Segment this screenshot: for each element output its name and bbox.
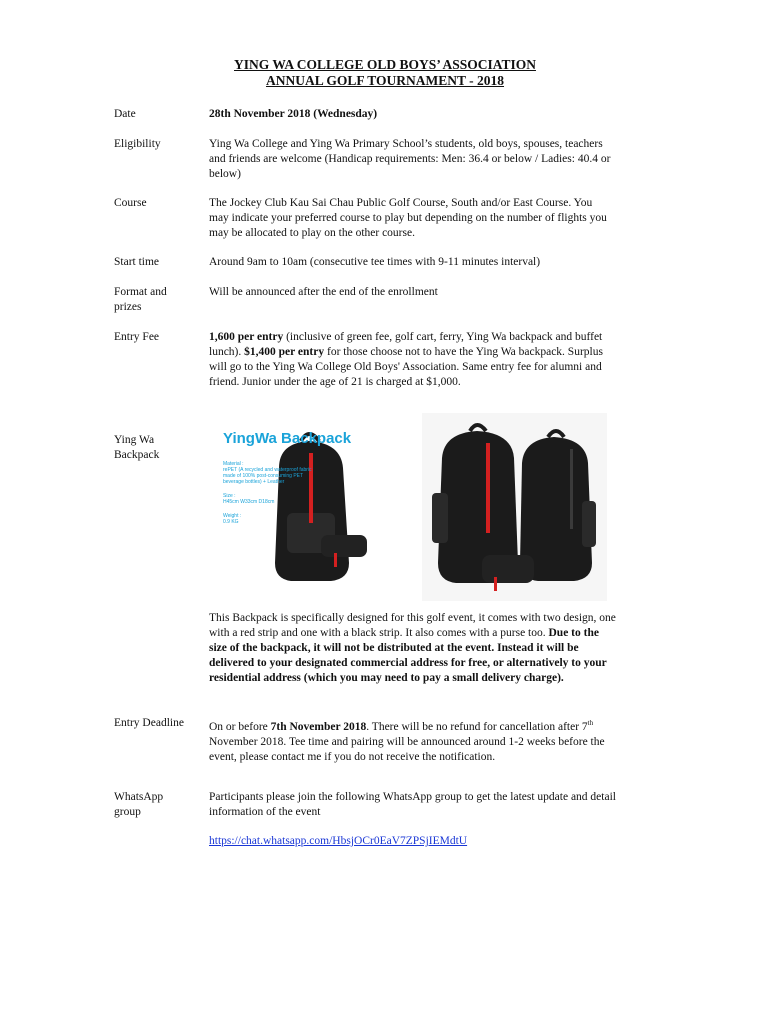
- eligibility-value: [209, 137, 657, 182]
- deadline-line-1: [209, 716, 657, 735]
- date-value: [209, 107, 657, 122]
- backpack-description: [209, 611, 657, 686]
- entry-fee-line-4: friend. Junior under the age of 21 is charged at $1,000.: [209, 376, 461, 388]
- entry-fee-line-2: [209, 345, 657, 360]
- course-value: [209, 196, 657, 241]
- whatsapp-group-link[interactable]: https://chat.whatsapp.com/HbsjOCr0EaV7ZPSjIEMdtU: [209, 835, 468, 847]
- promo-spec-7: H45cm W33cm D18cm: [223, 499, 275, 505]
- deadline-line-1-rest: . There will be no refund for cancellation after 7: [366, 720, 588, 733]
- backpack-label-line-2: Backpack: [114, 449, 160, 461]
- backpack-photo: [422, 413, 607, 601]
- promo-spec-10: 0.9 KG: [223, 519, 239, 525]
- backpack-desc-line-2-bold: Due to the: [548, 627, 599, 639]
- entry-fee-label: Entry Fee: [114, 331, 160, 343]
- backpack-desc-line-4: [209, 656, 657, 671]
- entry-fee-line-3: will go to the Ying Wa College Old Boys' Association. Same entry fee for alumni and: [209, 361, 602, 373]
- promo-image-title: YingWa Backpack: [223, 430, 352, 447]
- backpack-promo-illustration: [209, 413, 399, 601]
- entry-fee-value: [209, 330, 657, 390]
- promo-spec-4: beverage bottles) + Leather: [223, 479, 285, 485]
- whatsapp-line-1: Participants please join the following WhatsApp group to get the latest update and detail: [209, 791, 616, 803]
- backpack-photo-illustration: [422, 413, 607, 601]
- format-label-line-1: Format and: [114, 286, 167, 298]
- whatsapp-value: [209, 790, 657, 820]
- whatsapp-label: [114, 790, 204, 820]
- eligibility-line-2: and friends are welcome (Handicap requirements: Men: 36.4 or below / Ladies: 40.4 or: [209, 153, 611, 165]
- deadline-line-2: November 2018. Tee time and pairing will be announced around 1-2 weeks before the: [209, 735, 605, 748]
- course-line-2: may indicate your preferred course to play but depending on the number of flights you: [209, 212, 607, 224]
- entry-fee-line-2-a: lunch).: [209, 346, 245, 358]
- promo-spec-1: Material :: [223, 461, 244, 467]
- format-value: Will be announced after the end of the enrollment: [209, 286, 438, 298]
- entry-fee-reduced-amount: $1,400 per entry: [244, 346, 325, 358]
- entry-fee-line-1-rest: (inclusive of green fee, golf cart, ferry, Ying Wa backpack and buffet: [283, 331, 603, 343]
- backpack-desc-line-2: [209, 626, 657, 641]
- deadline-sup: th: [587, 719, 594, 727]
- eligibility-label: Eligibility: [114, 138, 161, 150]
- backpack-desc-line-5: [209, 671, 657, 686]
- backpack-desc-line-1: This Backpack is specifically designed for this golf event, it comes with two design, one: [209, 612, 616, 624]
- backpack-desc-bold-3: residential address (which you may need to pay a small delivery charge).: [209, 672, 564, 684]
- date-value-text: 28th November 2018 (Wednesday): [209, 108, 378, 120]
- whatsapp-line-2: information of the event: [209, 806, 321, 818]
- deadline-line-3: event, please contact me if you do not receive the notification.: [209, 750, 496, 763]
- promo-spec-6: Size :: [223, 493, 236, 499]
- start-time-value: Around 9am to 10am (consecutive tee times with 9-11 minutes interval): [209, 256, 541, 268]
- course-line-1: The Jockey Club Kau Sai Chau Public Golf Course, South and/or East Course. You: [209, 197, 593, 209]
- deadline-date: 7th November 2018: [270, 720, 367, 733]
- deadline-line-1-a: On or before: [209, 720, 271, 733]
- backpack-label: [114, 433, 204, 463]
- backpack-promo-image: [209, 413, 399, 601]
- deadline-value: [209, 716, 657, 765]
- promo-spec-2: rePET (A recycled and waterproof fabric: [223, 467, 312, 473]
- entry-fee-amount: 1,600 per entry: [209, 331, 284, 343]
- backpack-desc-bold-2: delivered to your designated commercial address for free, or alternatively to your: [209, 657, 607, 669]
- backpack-desc-line-3: [209, 641, 657, 656]
- whatsapp-label-line-2: group: [114, 806, 141, 818]
- eligibility-line-3: below): [209, 168, 241, 180]
- whatsapp-link-row: [209, 834, 657, 849]
- entry-fee-line-2-rest: for those choose not to have the Ying Wa backpack. Surplus: [324, 346, 603, 358]
- backpack-desc-line-2-a: with a red strip and one with a black strip. It also comes with a purse too.: [209, 627, 549, 639]
- deadline-label: Entry Deadline: [114, 717, 184, 729]
- backpack-label-line-1: Ying Wa: [114, 434, 155, 446]
- whatsapp-label-line-1: WhatsApp: [114, 791, 164, 803]
- title-line-1: YING WA COLLEGE OLD BOYS’ ASSOCIATION: [234, 57, 536, 72]
- course-line-3: may be allocated to play on the other course.: [209, 227, 415, 239]
- title-line-2: ANNUAL GOLF TOURNAMENT - 2018: [265, 73, 505, 88]
- entry-fee-line-1: [209, 330, 657, 345]
- format-label-line-2: prizes: [114, 301, 142, 313]
- date-label: Date: [114, 108, 136, 120]
- format-label: [114, 285, 204, 315]
- backpack-desc-bold-1: size of the backpack, it will not be distributed at the event. Instead it will be: [209, 642, 579, 654]
- promo-spec-9: Weight :: [223, 513, 242, 519]
- eligibility-line-1: Ying Wa College and Ying Wa Primary School’s students, old boys, spouses, teachers: [209, 138, 603, 150]
- start-time-label: Start time: [114, 256, 160, 268]
- course-label: Course: [114, 197, 147, 209]
- promo-spec-3: made of 100% post-consuming PET: [223, 473, 304, 479]
